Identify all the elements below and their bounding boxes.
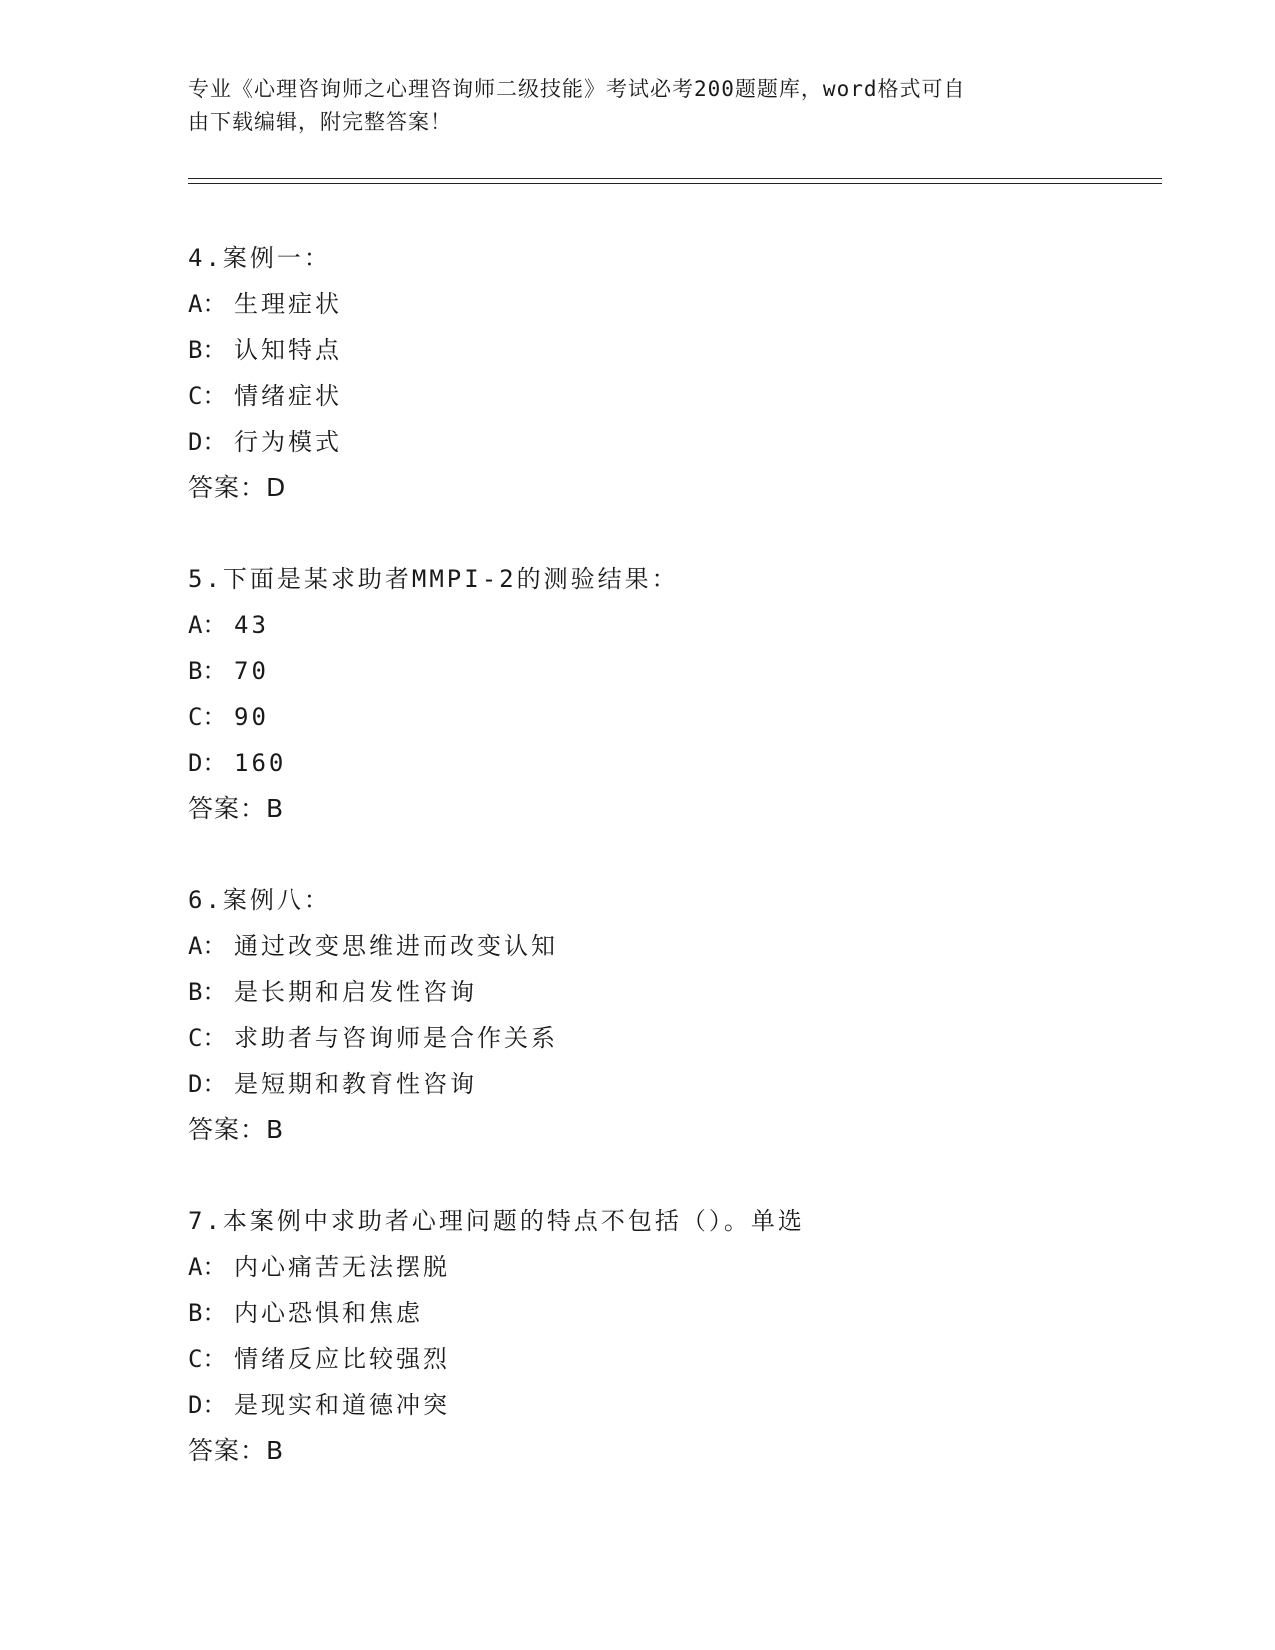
question-block (188, 556, 1088, 832)
option-text: 情绪症状 (234, 382, 342, 410)
option-c (188, 694, 1088, 740)
answer-line: 答案：B (188, 1115, 285, 1144)
option-a (188, 1244, 1088, 1290)
option-text: 内心痛苦无法摆脱 (234, 1253, 450, 1281)
option-d (188, 419, 1088, 465)
option-text: 情绪反应比较强烈 (234, 1345, 450, 1373)
option-text: 是现实和道德冲突 (234, 1391, 450, 1419)
question-block (188, 1198, 1088, 1474)
question-stem: 5.下面是某求助者MMPI-2的测验结果： (188, 565, 679, 593)
option-c (188, 1336, 1088, 1382)
option-a (188, 281, 1088, 327)
option-key: C： (188, 703, 227, 731)
header-divider-top (188, 178, 1162, 179)
answer-line: 答案：B (188, 794, 285, 823)
question-stem: 6.案例八： (188, 886, 331, 914)
option-c (188, 373, 1088, 419)
header-line-2: 由下载编辑，附完整答案！ (188, 110, 452, 134)
option-b (188, 969, 1088, 1015)
option-text: 内心恐惧和焦虑 (234, 1299, 423, 1327)
option-key: D： (188, 1070, 227, 1098)
option-key: B： (188, 1299, 227, 1327)
header-line-1: 专业《心理咨询师之心理咨询师二级技能》考试必考200题题库，word格式可自 (188, 77, 966, 101)
option-a (188, 923, 1088, 969)
option-key: D： (188, 428, 227, 456)
option-key: D： (188, 1391, 227, 1419)
option-text: 行为模式 (234, 428, 342, 456)
header-divider-bottom (188, 183, 1162, 184)
option-text: 是长期和启发性咨询 (234, 978, 477, 1006)
option-b (188, 1290, 1088, 1336)
option-key: D： (188, 749, 227, 777)
option-text: 90 (234, 703, 269, 731)
option-text: 通过改变思维进而改变认知 (234, 932, 558, 960)
option-text: 70 (234, 657, 269, 685)
option-text: 求助者与咨询师是合作关系 (234, 1024, 558, 1052)
question-stem: 7.本案例中求助者心理问题的特点不包括（）。单选 (188, 1207, 805, 1235)
question-block (188, 877, 1088, 1153)
option-text: 160 (234, 749, 287, 777)
option-key: C： (188, 1345, 227, 1373)
option-key: C： (188, 382, 227, 410)
option-text: 认知特点 (234, 336, 342, 364)
document-header (188, 73, 1068, 139)
option-a (188, 602, 1088, 648)
option-d (188, 740, 1088, 786)
option-key: C： (188, 1024, 227, 1052)
option-b (188, 327, 1088, 373)
option-c (188, 1015, 1088, 1061)
option-d (188, 1061, 1088, 1107)
question-stem: 4.案例一： (188, 244, 331, 272)
question-block (188, 235, 1088, 511)
option-key: B： (188, 657, 227, 685)
option-key: A： (188, 932, 227, 960)
answer-line: 答案：B (188, 1436, 285, 1465)
option-d (188, 1382, 1088, 1428)
option-text: 43 (234, 611, 269, 639)
option-key: A： (188, 611, 227, 639)
option-key: A： (188, 1253, 227, 1281)
option-text: 生理症状 (234, 290, 342, 318)
option-b (188, 648, 1088, 694)
option-key: B： (188, 336, 227, 364)
option-key: B： (188, 978, 227, 1006)
answer-line: 答案：D (188, 473, 287, 502)
option-key: A： (188, 290, 227, 318)
option-text: 是短期和教育性咨询 (234, 1070, 477, 1098)
